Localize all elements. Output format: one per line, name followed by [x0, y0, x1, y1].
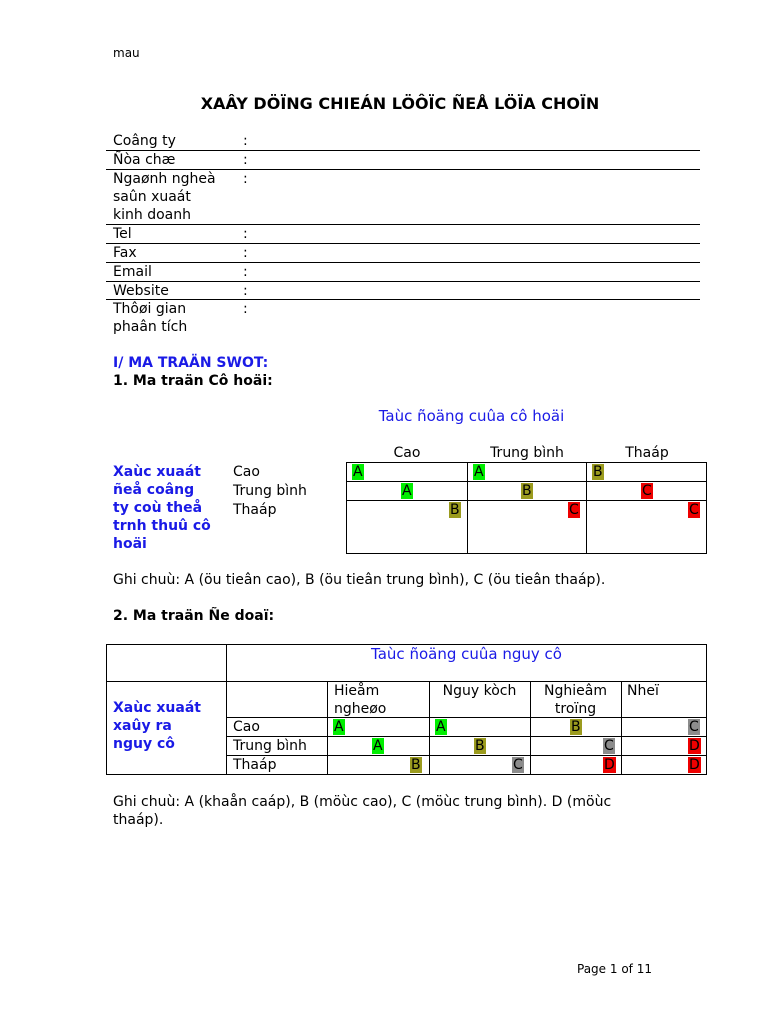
matrix-cell: D	[689, 738, 700, 754]
line: phaân tích	[113, 319, 188, 335]
matrix-cell: C	[689, 502, 699, 518]
matrix-cell: A	[334, 719, 344, 735]
line: nguy cô	[113, 736, 175, 752]
line: troïng	[554, 701, 597, 717]
opportunity-note: Ghi chuù: A (öu tieân cao), B (öu tieân trung bình), C (öu tieân thaáp).	[113, 572, 606, 588]
line: ngheøo	[334, 701, 387, 717]
info-label-time	[113, 300, 187, 336]
header-text: mau	[113, 46, 140, 60]
matrix-cell: A	[474, 464, 484, 480]
info-label-website: Website	[113, 283, 169, 299]
line: ty coù theå	[113, 500, 203, 516]
line: Nghieâm	[544, 683, 607, 699]
matrix-cell: A	[436, 719, 446, 735]
col-header: Cao	[393, 445, 421, 461]
matrix-cell: B	[522, 483, 532, 499]
info-colon: :	[243, 283, 248, 299]
line: Thôøi gian	[113, 301, 187, 317]
matrix-cell: B	[593, 464, 603, 480]
info-label-email: Email	[113, 264, 152, 280]
matrix-cell: C	[642, 483, 652, 499]
row-group-label	[113, 699, 201, 753]
matrix-cell: C	[689, 719, 699, 735]
matrix-cell: C	[569, 502, 579, 518]
matrix-cell: B	[571, 719, 581, 735]
matrix-cell: B	[475, 738, 485, 754]
matrix-cell: A	[353, 464, 363, 480]
matrix-cell: B	[411, 757, 421, 773]
info-colon: :	[243, 152, 248, 168]
matrix-cell: A	[402, 483, 412, 499]
line: trnh thuû cô	[113, 518, 211, 534]
col-header	[530, 682, 621, 718]
line: xaûy ra	[113, 718, 172, 734]
info-label-business	[113, 170, 216, 224]
info-colon: :	[243, 171, 248, 187]
threat-note	[113, 793, 611, 829]
row-header: Cao	[233, 464, 260, 480]
line: Ghi chuù: A (khaån caáp), B (möùc cao), C (möùc trung bình). D (möùc	[113, 794, 612, 810]
info-colon: :	[243, 133, 248, 149]
col-header: Trung bình	[490, 445, 564, 461]
subsection-heading: 1. Ma traän Cô hoäi:	[113, 373, 273, 389]
opportunity-table-title: Taùc ñoäng cuûa cô hoäi	[378, 407, 565, 425]
col-header: Nheï	[627, 683, 659, 699]
info-colon: :	[243, 301, 248, 317]
matrix-cell: D	[604, 757, 615, 773]
matrix-cell: A	[373, 738, 383, 754]
info-colon: :	[243, 245, 248, 261]
line: hoäi	[113, 536, 147, 552]
line: thaáp).	[113, 812, 164, 828]
line: Ngaønh ngheà	[113, 171, 216, 187]
col-header: Thaáp	[625, 445, 669, 461]
row-header: Cao	[233, 719, 260, 735]
matrix-cell: C	[604, 738, 614, 754]
col-header	[334, 682, 386, 718]
info-colon: :	[243, 264, 248, 280]
matrix-cell: C	[513, 757, 523, 773]
document-title: XAÂY DÖÏNG CHIEÁN LÖÔÏC ÑEÅ LÖÏA CHOÏN	[200, 94, 600, 113]
row-header: Thaáp	[233, 757, 277, 773]
section-heading: I/ MA TRAÄN SWOT:	[113, 355, 269, 371]
row-header: Trung bình	[233, 483, 307, 499]
matrix-cell: B	[450, 502, 460, 518]
row-header: Trung bình	[233, 738, 307, 754]
subsection-heading: 2. Ma traän Ñe doaï:	[113, 608, 275, 624]
info-label-fax: Fax	[113, 245, 137, 261]
info-label-address: Ñòa chæ	[113, 152, 176, 168]
row-group-label	[113, 463, 211, 553]
info-label-company: Coâng ty	[113, 133, 176, 149]
threat-table-title: Taùc ñoäng cuûa nguy cô	[371, 645, 562, 663]
info-colon: :	[243, 226, 248, 242]
line: Xaùc xuaát	[113, 464, 201, 480]
line: Hieåm	[334, 683, 380, 699]
col-header: Nguy kòch	[442, 683, 517, 699]
line: ñeå coâng	[113, 482, 195, 498]
line: Xaùc xuaát	[113, 700, 201, 716]
line: saûn xuaát	[113, 189, 191, 205]
line: kinh doanh	[113, 207, 191, 223]
row-header: Thaáp	[233, 502, 277, 518]
matrix-cell: D	[689, 757, 700, 773]
page-number: Page 1 of 11	[577, 962, 652, 976]
info-label-tel: Tel	[113, 226, 132, 242]
